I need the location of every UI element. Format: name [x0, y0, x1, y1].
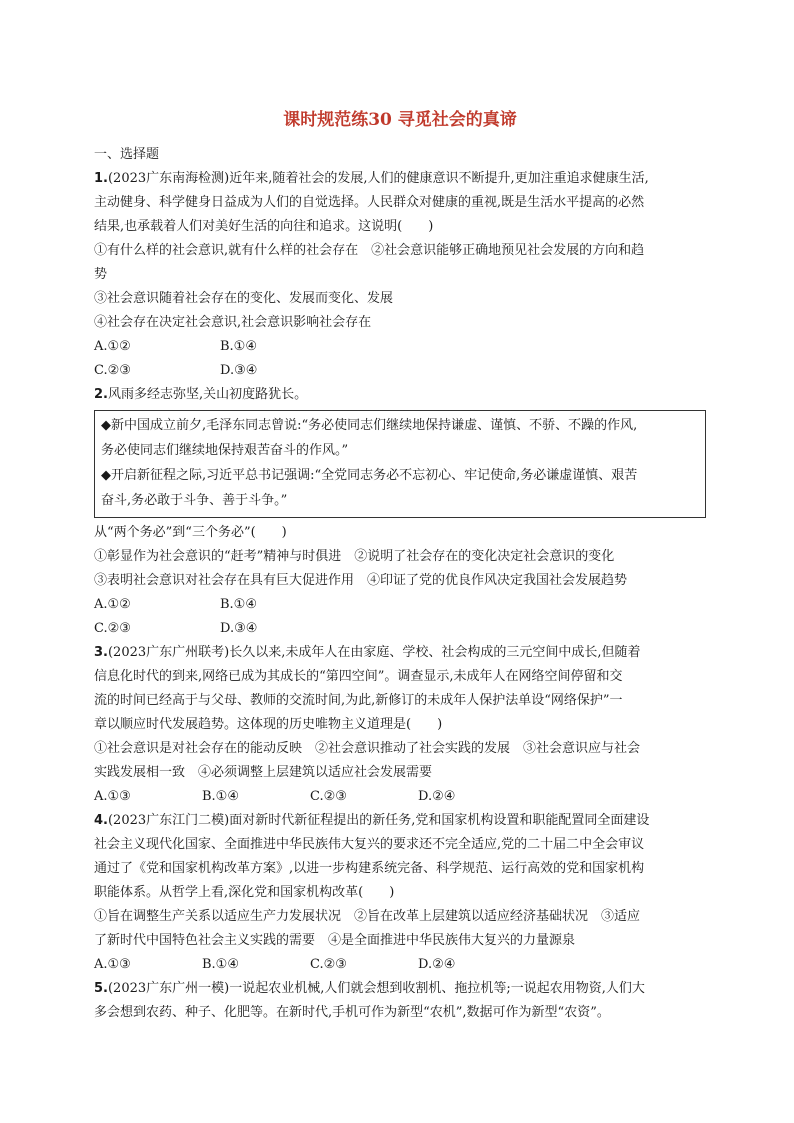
question-stem-line: 3.(2023广东广州联考)长久以来,未成年人在由家庭、学校、社会构成的三元空间中成长,但随着: [94, 645, 641, 660]
statement-line: ①社会意识是对社会存在的能动反映 ②社会意识推动了社会实践的发展 ③社会意识应与社会: [94, 741, 641, 756]
question-1: [94, 167, 706, 383]
question-stem-line: 通过了《党和国家机构改革方案》,以进一步构建系统完备、科学规范、运行高效的党和国家机构: [94, 861, 645, 876]
quote-line: 务必使同志们继续地保持艰苦奋斗的作风。”: [101, 443, 349, 458]
question-stem-line: 从“两个务必”到“三个务必”( ): [94, 525, 287, 540]
question-number: 1.: [94, 171, 108, 186]
quote-line: ◆开启新征程之际,习近平总书记强调:“全党同志务必不忘初心、牢记使命,务必谦虚谨慎、艰苦: [101, 468, 638, 483]
option-a: A.①③: [94, 957, 131, 972]
statement-line: 势: [94, 267, 108, 282]
option-c: C.②③: [94, 363, 131, 378]
answer-options: [94, 335, 706, 359]
question-stem-line: 流的时间已经高于与父母、教师的交流时间,为此,新修订的未成年人保护法单设“网络保护”一: [94, 693, 623, 708]
question-3: [94, 641, 706, 809]
option-b: B.①④: [202, 957, 239, 972]
answer-options: [94, 953, 706, 977]
question-stem-line: 多会想到农药、种子、化肥等。在新时代,手机可作为新型“农机”,数据可作为新型“农资”。: [94, 1005, 610, 1020]
statement-line: 了新时代中国特色社会主义实践的需要 ④是全面推进中华民族伟大复兴的力量源泉: [94, 933, 576, 948]
section-heading: 一、选择题: [94, 147, 160, 162]
option-d: D.②④: [418, 789, 456, 804]
option-d: D.③④: [220, 621, 258, 636]
statement-line: 实践发展相一致 ④必须调整上层建筑以适应社会发展需要: [94, 765, 433, 780]
option-b: B.①④: [220, 339, 257, 354]
question-number: 4.: [94, 813, 108, 828]
statement-line: ③社会意识随着社会存在的变化、发展而变化、发展: [94, 291, 394, 306]
answer-options: [94, 785, 706, 809]
option-c: C.②③: [310, 789, 347, 804]
option-c: C.②③: [310, 957, 347, 972]
question-4: [94, 809, 706, 977]
question-5: [94, 977, 706, 1025]
question-stem-line: 1.(2023广东南海检测)近年来,随着社会的发展,人们的健康意识不断提升,更加注重追求健康生活,: [94, 171, 649, 186]
statement-line: ①彰显作为社会意识的“赶考”精神与时俱进 ②说明了社会存在的变化决定社会意识的变化: [94, 549, 615, 564]
quote-box: [94, 410, 706, 518]
option-d: D.③④: [220, 363, 258, 378]
question-number: 5.: [94, 981, 108, 996]
question-stem-line: 章以顺应时代发展趋势。这体现的历史唯物主义道理是( ): [94, 717, 443, 732]
question-stem-line: 结果,也承载着人们对美好生活的向往和追求。这说明( ): [94, 219, 434, 234]
answer-options: [94, 593, 706, 617]
option-a: A.①②: [94, 339, 131, 354]
question-stem-line: 4.(2023广东江门二模)面对新时代新征程提出的新任务,党和国家机构设置和职能配置同全面建设: [94, 813, 650, 828]
question-stem-line: 职能体系。从哲学上看,深化党和国家机构改革( ): [94, 885, 395, 900]
option-d: D.②④: [418, 957, 456, 972]
question-number: 3.: [94, 645, 108, 660]
option-b: B.①④: [220, 597, 257, 612]
question-number: 2.: [94, 387, 108, 402]
question-stem-line: 信息化时代的到来,网络已成为其成长的“第四空间”。调查显示,未成年人在网络空间停留和交: [94, 669, 623, 684]
answer-options: [94, 359, 706, 383]
statement-line: ③表明社会意识对社会存在具有巨大促进作用 ④印证了党的优良作风决定我国社会发展趋势: [94, 573, 628, 588]
option-a: A.①②: [94, 597, 131, 612]
answer-options: [94, 617, 706, 641]
quote-line: ◆新中国成立前夕,毛泽东同志曾说:“务必使同志们继续地保持谦虚、谨慎、不骄、不躁的作风,: [101, 418, 638, 433]
question-stem-line: 5.(2023广东广州一模)一说起农业机械,人们就会想到收割机、拖拉机等;一说起农用物资,人们大: [94, 981, 645, 996]
option-a: A.①③: [94, 789, 131, 804]
question-stem-line: 主动健身、科学健身日益成为人们的自觉选择。人民群众对健康的重视,既是生活水平提高的必然: [94, 195, 645, 210]
statement-line: ①有什么样的社会意识,就有什么样的社会存在 ②社会意识能够正确地预见社会发展的方向和趋: [94, 243, 645, 258]
question-stem-line: 2.风雨多经志弥坚,关山初度路犹长。: [94, 387, 308, 402]
quote-line: 奋斗,务必敢于斗争、善于斗争。”: [101, 493, 288, 508]
statement-line: ①旨在调整生产关系以适应生产力发展状况 ②旨在改革上层建筑以适应经济基础状况 ③适应: [94, 909, 641, 924]
question-stem-line: 社会主义现代化国家、全面推进中华民族伟大复兴的要求还不完全适应,党的二十届二中全会审议: [94, 837, 645, 852]
page-title: 课时规范练30 寻觅社会的真谛: [283, 110, 517, 130]
statement-line: ④社会存在决定社会意识,社会意识影响社会存在: [94, 315, 372, 330]
question-2: [94, 383, 706, 641]
option-b: B.①④: [202, 789, 239, 804]
option-c: C.②③: [94, 621, 131, 636]
exercise-page: [94, 105, 706, 1025]
